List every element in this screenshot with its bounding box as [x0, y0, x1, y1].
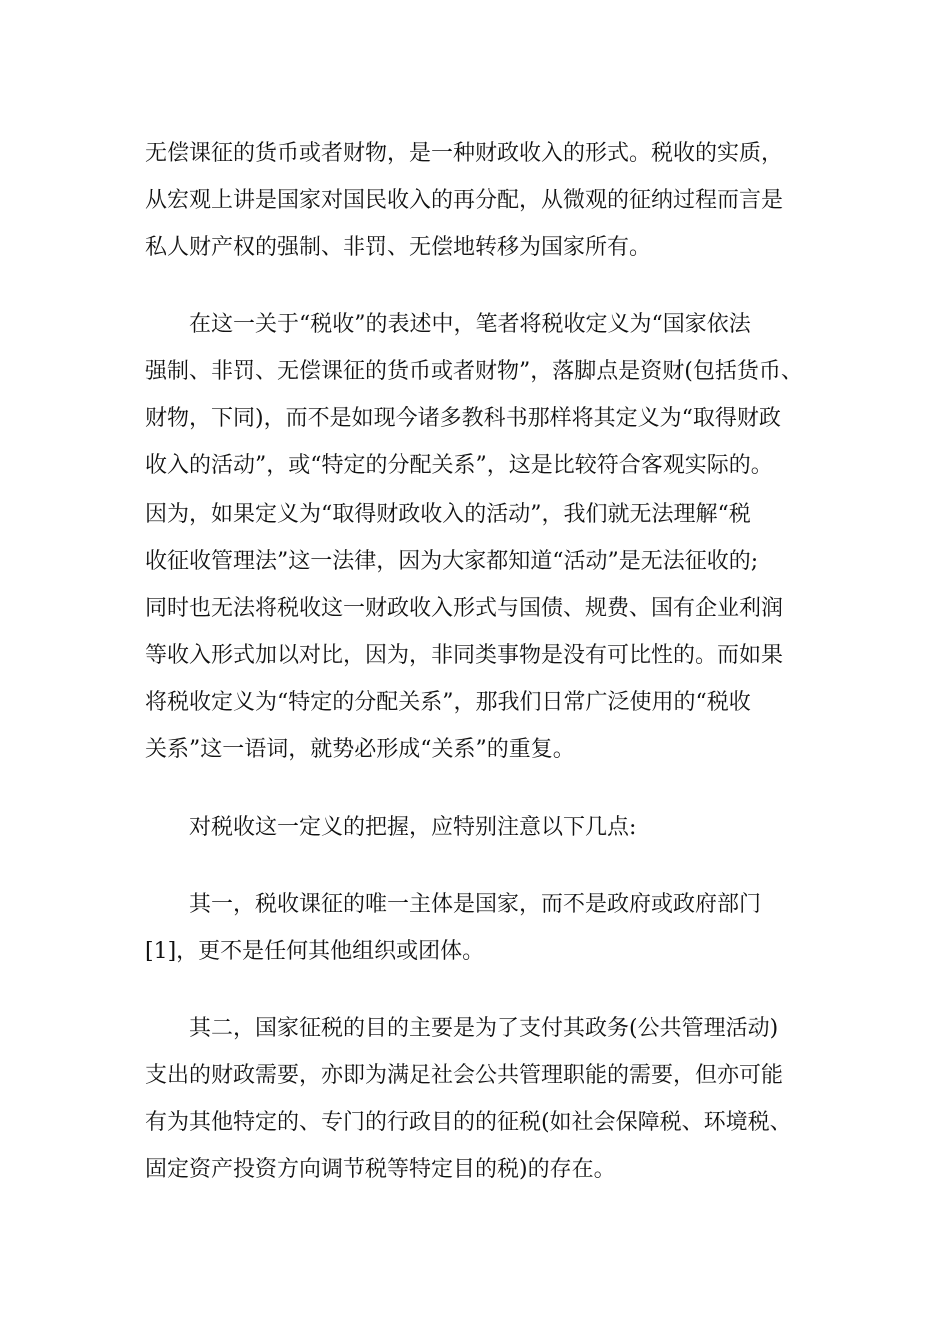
text-line: 有为其他特定的、专门的行政目的的征税(如社会保障税、环境税、: [145, 1110, 792, 1135]
text-line: 收入的活动”，或“特定的分配关系”，这是比较符合客观实际的。: [145, 453, 773, 478]
text-line: 将税收定义为“特定的分配关系”，那我们日常广泛使用的“税收: [145, 690, 751, 715]
text-line: 支出的财政需要，亦即为满足社会公共管理职能的需要，但亦可能: [145, 1063, 784, 1088]
text-line: 其二，国家征税的目的主要是为了支付其政务(公共管理活动): [189, 1016, 779, 1041]
text-line: [1]，更不是任何其他组织或团体。: [145, 939, 485, 964]
text-line: 关系”这一语词，就势必形成“关系”的重复。: [145, 737, 575, 762]
text-line: 私人财产权的强制、非罚、无偿地转移为国家所有。: [145, 235, 652, 260]
text-line: 强制、非罚、无偿课征的货币或者财物”，落脚点是资财(包括货币、: [145, 359, 803, 384]
text-line: 无偿课征的货币或者财物，是一种财政收入的形式。税收的实质，: [145, 141, 784, 166]
text-line: 在这一关于“税收”的表述中，笔者将税收定义为“国家依法: [189, 312, 751, 337]
text-line: 从宏观上讲是国家对国民收入的再分配，从微观的征纳过程而言是: [145, 188, 784, 213]
text-line: 其一，税收课征的唯一主体是国家，而不是政府或政府部门: [189, 892, 762, 917]
text-line: 同时也无法将税收这一财政收入形式与国债、规费、国有企业利润: [145, 596, 784, 621]
text-line: 财物，下同)，而不是如现今诸多教科书那样将其定义为“取得财政: [145, 406, 781, 431]
text-line: 收征收管理法”这一法律，因为大家都知道“活动”是无法征收的;: [145, 549, 759, 574]
text-line: 对税收这一定义的把握，应特别注意以下几点:: [189, 815, 637, 840]
text-line: 等收入形式加以对比，因为，非同类事物是没有可比性的。而如果: [145, 643, 784, 668]
text-line: 因为，如果定义为“取得财政收入的活动”，我们就无法理解“税: [145, 502, 751, 527]
text-line: 固定资产投资方向调节税等特定目的税)的存在。: [145, 1157, 616, 1182]
